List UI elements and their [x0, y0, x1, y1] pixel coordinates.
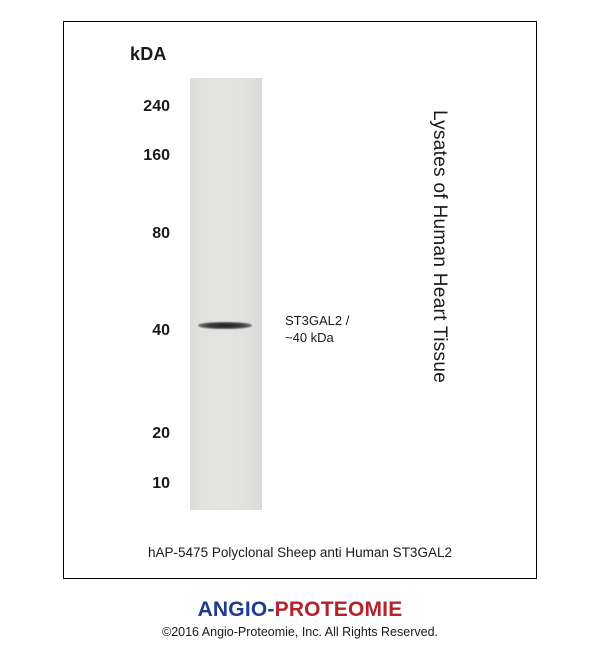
mw-marker-80: 80: [152, 225, 170, 242]
protein-band-st3gal2: [198, 322, 252, 329]
molecular-weight-axis-header: kDA: [130, 44, 167, 64]
band-annotation: [285, 312, 349, 346]
brand-name-proteomie: PROTEOMIE: [274, 598, 403, 621]
brand-name-angio: ANGIO: [197, 598, 268, 621]
band-annotation-size: ~40 kDa: [285, 330, 334, 345]
antibody-caption: hAP-5475 Polyclonal Sheep anti Human ST3GAL2: [148, 545, 452, 560]
mw-marker-20: 20: [152, 425, 170, 442]
brand-name-dash: -: [267, 598, 275, 621]
brand-wordmark: [0, 598, 600, 622]
band-annotation-name: ST3GAL2 /: [285, 313, 350, 328]
blot-lane: [190, 78, 262, 510]
mw-marker-10: 10: [152, 475, 170, 492]
sample-caption: Lysates of Human Heart Tissue: [429, 110, 450, 384]
mw-marker-240: 240: [143, 98, 170, 115]
mw-marker-40: 40: [152, 322, 170, 339]
copyright-notice: ©2016 Angio-Proteomie, Inc. All Rights Reserved.: [161, 625, 439, 639]
mw-marker-160: 160: [143, 147, 170, 164]
